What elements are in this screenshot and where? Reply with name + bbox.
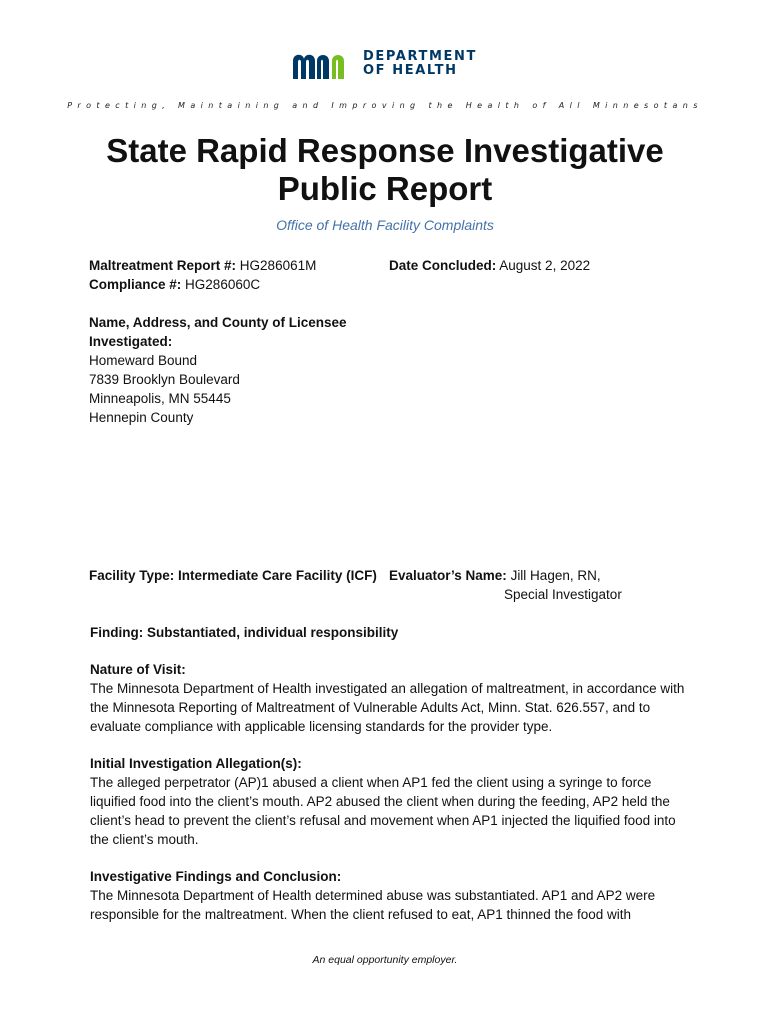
title-line2: Public Report	[277, 170, 493, 207]
licensee-county: Hennepin County	[89, 410, 194, 425]
finding: Finding: Substantiated, individual responsibility	[90, 625, 399, 640]
title-line1: State Rapid Response Investigative	[106, 132, 664, 169]
office-subtitle: Office of Health Facility Complaints	[276, 217, 494, 233]
footer-text: An equal opportunity employer.	[312, 954, 458, 966]
date-value: August 2, 2022	[499, 258, 591, 273]
nature-text: The Minnesota Department of Health investigated an allegation of maltreatment, in accordance with the Minnesota Reporting of Maltreatment of Vulnerable Adults Act, Minn. Stat. 626.557, and to evaluate compliance with applicable licensing standards for the provider type.	[90, 681, 685, 734]
page-title	[60, 132, 710, 208]
licensee-label-line1: Name, Address, and County of Licensee	[89, 315, 347, 330]
nature-heading: Nature of Visit:	[90, 662, 186, 677]
logo-line2: OF HEALTH	[363, 63, 458, 78]
evaluator	[389, 566, 601, 585]
logo-line1: DEPARTMENT	[363, 49, 477, 64]
evaluator-name: Jill Hagen, RN,	[510, 568, 601, 583]
compliance-label: Compliance #:	[89, 277, 182, 292]
date-label: Date Concluded:	[389, 258, 497, 273]
date-concluded	[389, 256, 590, 275]
evaluator-title: Special Investigator	[504, 587, 622, 602]
licensee-label-line2: Investigated:	[89, 334, 173, 349]
mdh-logo	[291, 49, 477, 79]
compliance-value: HG286060C	[185, 277, 261, 292]
evaluator-label: Evaluator’s Name:	[389, 568, 507, 583]
compliance-number	[89, 275, 260, 294]
facility-type: Facility Type: Intermediate Care Facility (ICF)	[89, 568, 377, 583]
maltreatment-label: Maltreatment Report #:	[89, 258, 237, 273]
licensee-street: 7839 Brooklyn Boulevard	[89, 372, 240, 387]
allegation-text: The alleged perpetrator (AP)1 abused a client when AP1 fed the client using a syringe to force liquified food into the client’s mouth. AP2 abused the client when during the feeding, AP2 held the client’s head to prevent the client’s refusal and movement when AP1 injected the liquified food into the client’s mouth.	[90, 775, 676, 847]
maltreatment-report	[89, 256, 316, 275]
findings-text: The Minnesota Department of Health determined abuse was substantiated. AP1 and AP2 were responsible for the maltreatment. When the client refused to eat, AP1 thinned the food with	[90, 888, 656, 922]
licensee-city: Minneapolis, MN 55445	[89, 391, 231, 406]
licensee-name: Homeward Bound	[89, 353, 198, 368]
tagline: Protecting, Maintaining and Improving the Health of All Minnesotans	[67, 101, 703, 110]
logo-wordmark	[363, 50, 477, 78]
mdh-logo-icon	[291, 49, 355, 79]
findings-heading: Investigative Findings and Conclusion:	[90, 869, 342, 884]
maltreatment-value: HG286061M	[239, 258, 317, 273]
allegation-heading: Initial Investigation Allegation(s):	[90, 756, 302, 771]
